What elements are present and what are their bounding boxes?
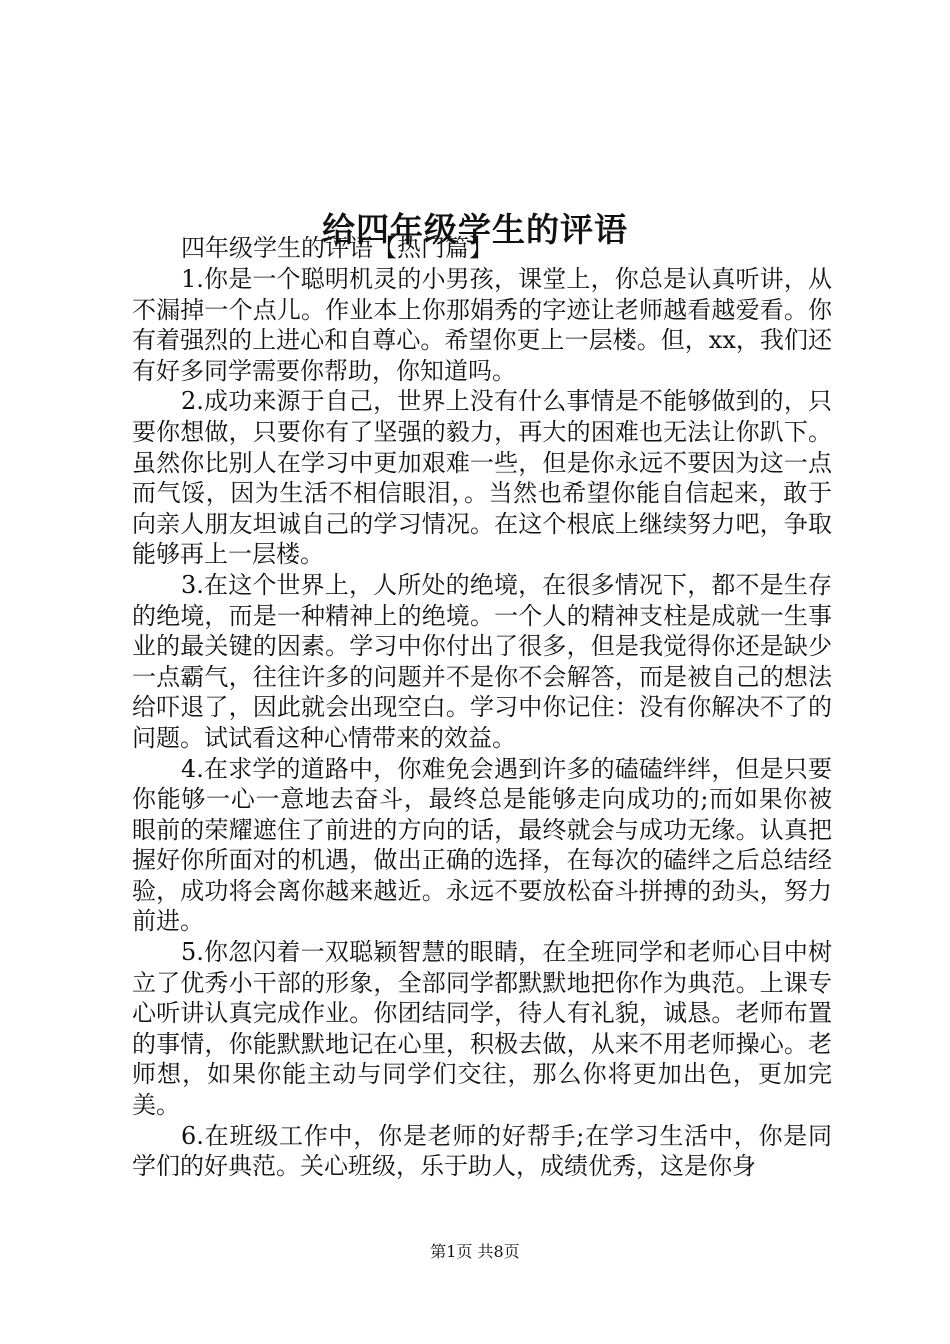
comment-paragraph-2: 2.成功来源于自己，世界上没有什么事情是不能够做到的，只要你想做，只要你有了坚强的毅力，再大的困难也无法让你趴下。虽然你比别人在学习中更加艰难一些，但是你永远不要因为这一点而气馁，因为生活不相信眼泪，。当然也希望你能自信起来，敢于向亲人朋友坦诚自己的学习情况。在这个根底上继续努力吧，争取能够再上一层楼。 [132, 387, 832, 569]
document-body [132, 233, 832, 1182]
comment-paragraph-6: 6.在班级工作中，你是老师的好帮手;在学习生活中，你是同学们的好典范。关心班级，乐于助人，成绩优秀，这是你身 [132, 1121, 832, 1181]
comment-paragraph-4: 4.在求学的道路中，你难免会遇到许多的磕磕绊绊，但是只要你能够一心一意地去奋斗，最终总是能够走向成功的;而如果你被眼前的荣耀遮住了前进的方向的话，最终就会与成功无缘。认真把握好你所面对的机遇，做出正确的选择，在每次的磕绊之后总结经验，成功将会离你越来越近。永远不要放松奋斗拼搏的劲头，努力前进。 [132, 754, 832, 936]
comment-paragraph-3: 3.在这个世界上，人所处的绝境，在很多情况下，都不是生存的绝境，而是一种精神上的绝境。一个人的精神支柱是成就一生事业的最关键的因素。学习中你付出了很多，但是我觉得你还是缺少一点霸气，往往许多的问题并不是你不会解答，而是被自己的想法给吓退了，因此就会出现空白。学习中你记住：没有你解决不了的问题。试试看这种心情带来的效益。 [132, 570, 832, 752]
section-heading: 四年级学生的评语【热门篇】 [181, 234, 493, 262]
comment-paragraph-1: 1.你是一个聪明机灵的小男孩，课堂上，你总是认真听讲，从不漏掉一个点儿。作业本上你那娟秀的字迹让老师越看越爱看。你有着强烈的上进心和自尊心。希望你更上一层楼。但，xx，我们还有好多同学需要你帮助，你知道吗。 [132, 265, 832, 385]
comment-paragraph-5: 5.你忽闪着一双聪颖智慧的眼睛，在全班同学和老师心目中树立了优秀小干部的形象，全部同学都默默地把你作为典范。上课专心听讲认真完成作业。你团结同学，待人有礼貌，诚恳。老师布置的事情，你能默默地记在心里，积极去做，从来不用老师操心。老师想，如果你能主动与同学们交往，那么你将更加出色，更加完美。 [132, 938, 832, 1120]
page-number-footer: 第1页 共8页 [430, 1242, 520, 1261]
page-title: 给四年级学生的评语 [322, 210, 628, 250]
